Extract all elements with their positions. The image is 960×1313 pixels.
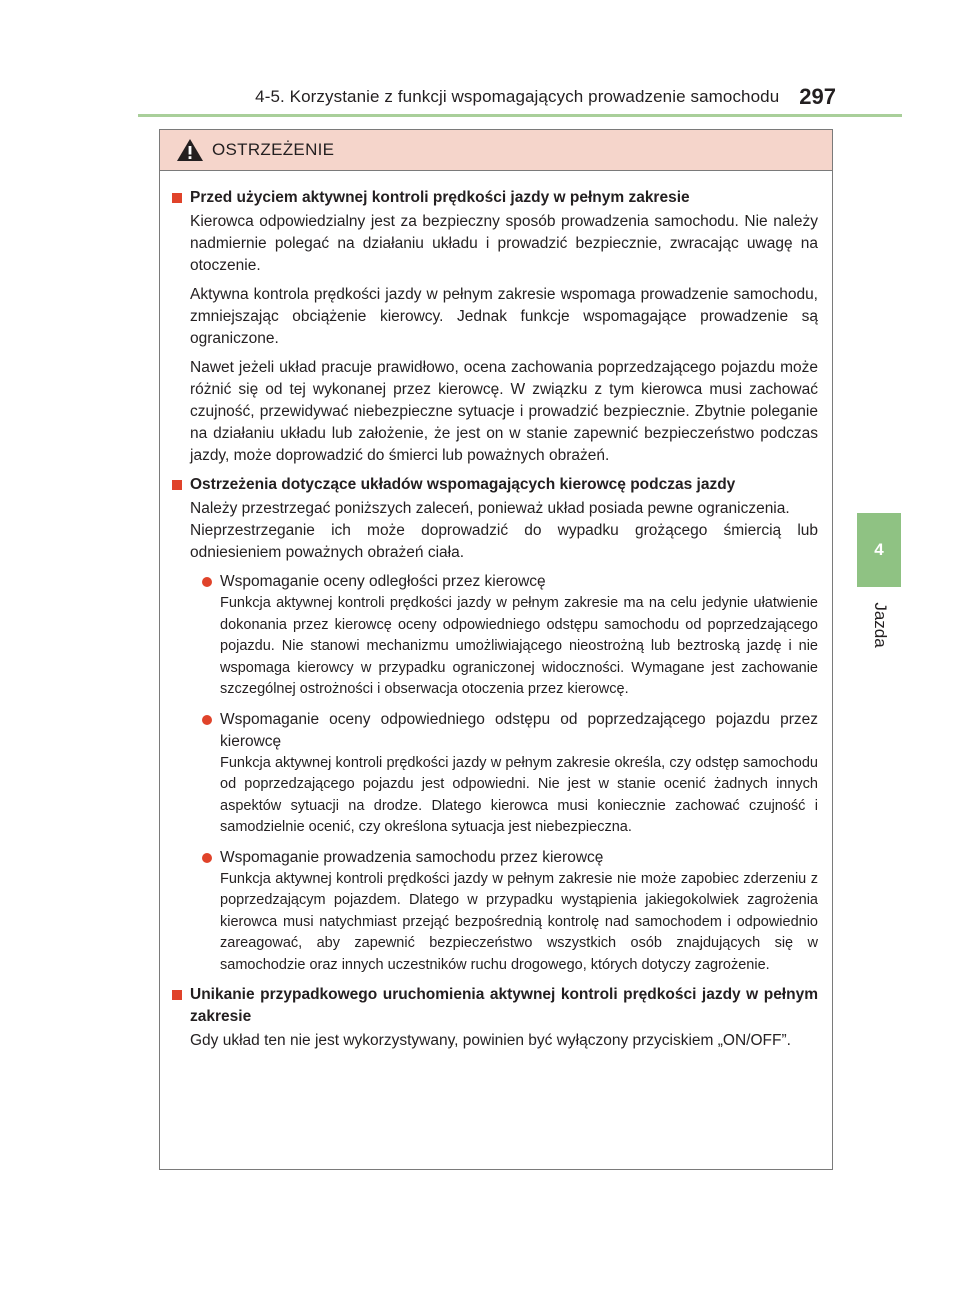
paragraph: Należy przestrzegać poniższych zaleceń, ponieważ układ posiada pewne ograniczenia. <box>190 500 790 517</box>
list-item <box>202 709 818 839</box>
header-divider <box>138 114 902 117</box>
round-bullet-icon <box>202 577 212 587</box>
warning-title: OSTRZEŻENIE <box>212 140 335 159</box>
section-heading: Przed użyciem aktywnej kontroli prędkości jazdy w pełnym zakresie <box>172 187 818 209</box>
list-item <box>202 571 818 701</box>
square-bullet-icon <box>172 193 182 203</box>
bullet-title: Wspomaganie prowadzenia samochodu przez kierowcę <box>220 848 604 866</box>
page-header <box>160 78 836 108</box>
section-heading: Ostrzeżenia dotyczące układów wspomagających kierowcę podczas jazdy <box>172 474 818 496</box>
chapter-label-container <box>858 595 902 655</box>
chapter-tab <box>857 513 901 587</box>
paragraph: Aktywna kontrola prędkości jazdy w pełnym zakresie wspomaga prowadzenie samochodu, zmniejszając obciążenie kierowcy. Jednak funkcje wspomagające prowadzenie są ograniczone. <box>190 286 818 347</box>
paragraph: Nawet jeżeli układ pracuje prawidłowo, ocena zachowania poprzedzającego pojazdu może różnić się od tej wykonanej przez kierowcę. W związku z tym kierowca musi zachować czujność, przewidywać niebezpieczne sytuacje i prowadzić bezpiecznie. Zbytnie poleganie na działaniu układu lub założenie, że jest on w stanie zapewnić bezpieczeństwo podczas jazdy, może doprowadzić do śmierci lub poważnych obrażeń. <box>190 359 818 464</box>
paragraph: Nieprzestrzeganie ich może doprowadzić do wypadku grożącego śmiercią lub odniesieniem poważnych obrażeń ciała. <box>190 522 818 561</box>
square-bullet-icon <box>172 990 182 1000</box>
warning-header <box>160 130 832 171</box>
warning-body <box>160 171 832 1052</box>
round-bullet-icon <box>202 853 212 863</box>
bullet-title: Wspomaganie oceny odległości przez kierowcę <box>220 573 546 590</box>
header-title: 4-5. Korzystanie z funkcji wspomagających prowadzenie samochodu <box>255 87 780 106</box>
warning-box <box>159 129 833 1170</box>
section-heading: Unikanie przypadkowego uruchomienia aktywnej kontroli prędkości jazdy w pełnym zakresie <box>172 984 818 1028</box>
bullet-text: Funkcja aktywnej kontroli prędkości jazdy w pełnym zakresie nie może zapobiec zderzeniu z poprzedzającym pojazdem. Dlatego w przypadku wystąpienia jakiegokolwiek zagrożenia kierowca musi natychmiast przejąć bezpośrednią kontrolę nad samochodem i odpowiednio zareagować, aby zapewnić bezpieczeństwo wszystkich osób znajdujących się w samochodzie oraz innych uczestników ruchu drogowego, których dotyczy zagrożenie. <box>220 870 818 973</box>
paragraph: Kierowca odpowiedzialny jest za bezpieczny sposób prowadzenia samochodu. Nie należy nadmiernie polegać na działaniu układu i prowadzić bezpiecznie, zwracając uwagę na otoczenie. <box>190 213 818 274</box>
chapter-label: Jazda <box>871 602 890 648</box>
chapter-number: 4 <box>874 540 884 559</box>
list-item <box>202 847 818 977</box>
square-bullet-icon <box>172 480 182 490</box>
bullet-title: Wspomaganie oceny odpowiedniego odstępu od poprzedzającego pojazdu przez kierowcę <box>220 710 818 750</box>
bullet-text: Funkcja aktywnej kontroli prędkości jazdy w pełnym zakresie ma na celu jedynie ułatwienie dokonania przez kierowcę oceny odpowiedniego odstępu samochodu od poprzedzającego pojazdu. Nie stanowi mechanizmu umożliwiającego nieostrożną lub beztroską jazdę i nie wspomaga kierowcy w przypadku ograniczonej widoczności. Wymagane jest zachowanie szczególnej ostrożności i obserwacja otoczenia przez kierowcę. <box>220 595 818 697</box>
round-bullet-icon <box>202 715 212 725</box>
bullet-text: Funkcja aktywnej kontroli prędkości jazdy w pełnym zakresie określa, czy odstęp samochodu od poprzedzającego pojazdu jest odpowiedni. Nie jest w stanie ocenić żadnych innych aspektów sytuacji na drodze. Dlatego kierowca musi koniecznie zachować czujność i samodzielnie ocenić, czy określona sytuacja jest niebezpieczna. <box>220 754 818 835</box>
page-number: 297 <box>799 84 836 109</box>
paragraph: Gdy układ ten nie jest wykorzystywany, powinien być wyłączony przyciskiem „ON/OFF”. <box>190 1032 791 1049</box>
warning-triangle-icon <box>176 138 204 162</box>
